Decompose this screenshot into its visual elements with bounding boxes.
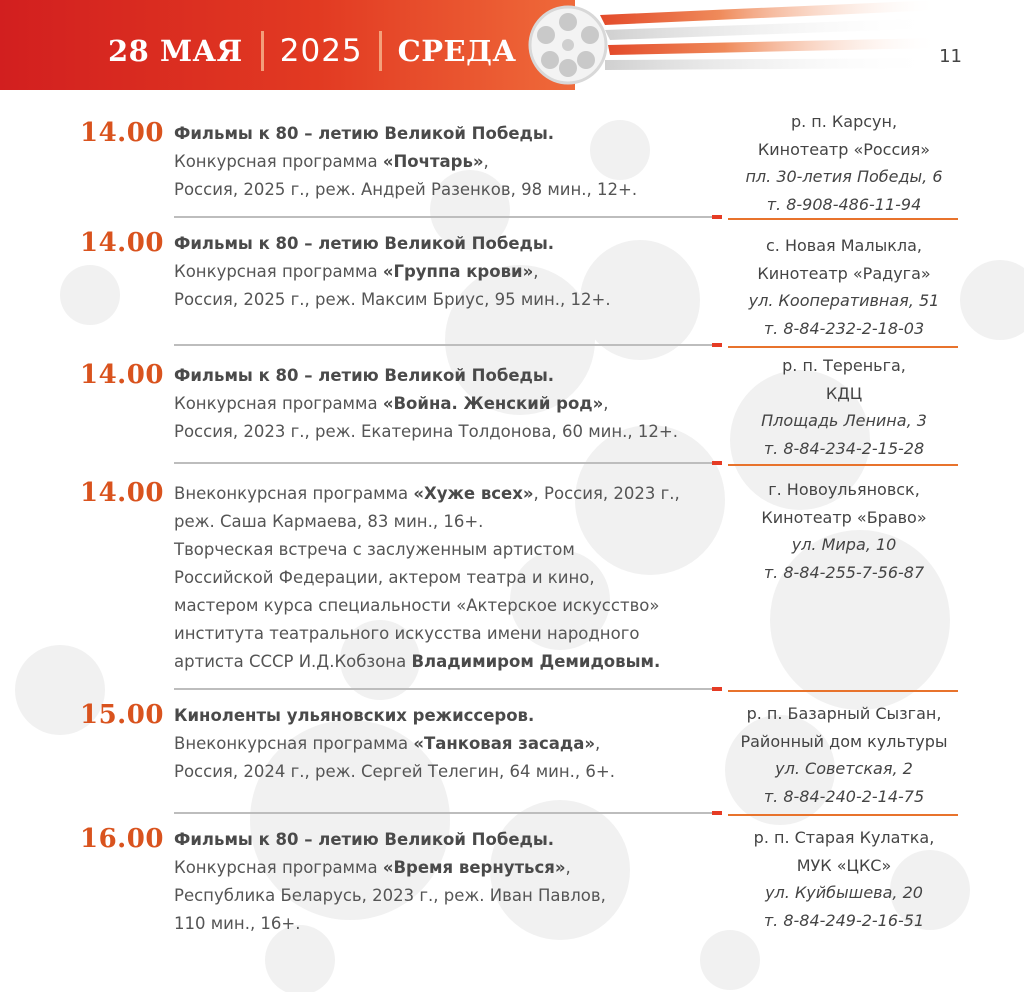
description-line bbox=[174, 148, 734, 176]
divider-line bbox=[174, 688, 714, 690]
entry-time: 16.00 bbox=[80, 824, 164, 854]
plain-text: Россия, 2023 г., реж. Екатерина Толдонова, 60 мин., 12+. bbox=[174, 422, 678, 441]
description-line bbox=[174, 826, 734, 854]
description-line bbox=[174, 418, 734, 446]
venue-place: р. п. Базарный Сызган, bbox=[746, 704, 942, 723]
venue-name: Районный дом культуры bbox=[740, 731, 948, 751]
plain-text: Внеконкурсная программа bbox=[174, 734, 414, 753]
plain-text: Российской Федерации, актером театра и кино, bbox=[174, 568, 595, 587]
description-line bbox=[174, 508, 734, 536]
entry-description bbox=[174, 120, 734, 204]
description-line bbox=[174, 286, 734, 314]
plain-text: , Россия, 2023 г., bbox=[533, 484, 680, 503]
plain-text: Конкурсная программа bbox=[174, 394, 383, 413]
venue-place: р. п. Карсун, bbox=[790, 112, 898, 131]
divider-line bbox=[174, 216, 714, 218]
divider-line bbox=[174, 812, 714, 814]
header-divider bbox=[261, 31, 264, 71]
description-line bbox=[174, 230, 734, 258]
venue-block bbox=[722, 476, 966, 586]
description-line bbox=[174, 882, 734, 910]
plain-text: 110 мин., 16+. bbox=[174, 914, 301, 933]
entry-time: 14.00 bbox=[80, 228, 164, 258]
plain-text: , bbox=[483, 152, 489, 171]
entry-description bbox=[174, 230, 734, 314]
venue-block bbox=[722, 824, 966, 934]
plain-text: , bbox=[594, 734, 601, 753]
venue-block bbox=[722, 232, 966, 342]
entry-time: 15.00 bbox=[80, 700, 164, 730]
entry-description bbox=[174, 702, 734, 786]
venue-phone: т. 8-84-234-2-15-28 bbox=[763, 438, 925, 458]
header-year: 2025 bbox=[279, 33, 363, 69]
divider-line-accent bbox=[728, 814, 958, 816]
emphasis-text: Фильмы к 80 – летию Великой Победы. bbox=[174, 124, 555, 143]
emphasis-text: «Почтарь» bbox=[382, 152, 484, 171]
description-line bbox=[174, 120, 734, 148]
emphasis-text: Киноленты ульяновских режиссеров. bbox=[174, 706, 535, 725]
header-date: 28 МАЯ bbox=[108, 34, 243, 68]
venue-phone: т. 8-84-240-2-14-75 bbox=[763, 786, 925, 806]
divider-line bbox=[174, 462, 714, 464]
entry-description bbox=[174, 362, 734, 446]
emphasis-text: «Хуже всех» bbox=[413, 484, 534, 503]
description-line bbox=[174, 536, 734, 564]
emphasis-text: Фильмы к 80 – летию Великой Победы. bbox=[174, 234, 555, 253]
header-weekday: СРЕДА bbox=[397, 34, 517, 68]
venue-phone: т. 8-908-486-11-94 bbox=[766, 194, 922, 214]
emphasis-text: Фильмы к 80 – летию Великой Победы. bbox=[174, 830, 555, 849]
divider-marker bbox=[712, 215, 722, 219]
film-reel-icon bbox=[520, 0, 940, 90]
description-line bbox=[174, 176, 734, 204]
plain-text: Конкурсная программа bbox=[174, 262, 383, 281]
venue-place: г. Новоульяновск, bbox=[768, 480, 920, 499]
page-number: 11 bbox=[939, 46, 962, 67]
plain-text: , bbox=[603, 394, 609, 413]
venue-address: ул. Кооперативная, 51 bbox=[748, 291, 940, 310]
description-line bbox=[174, 648, 734, 676]
description-line bbox=[174, 910, 734, 938]
venue-name: Кинотеатр «Браво» bbox=[761, 507, 927, 527]
divider-line-accent bbox=[728, 218, 958, 220]
plain-text: Конкурсная программа bbox=[174, 858, 383, 877]
plain-text: Конкурсная программа bbox=[174, 152, 383, 171]
venue-address: ул. Советская, 2 bbox=[775, 759, 913, 778]
divider-marker bbox=[712, 461, 722, 465]
emphasis-text: Владимиром Демидовым. bbox=[411, 652, 661, 671]
plain-text: Россия, 2025 г., реж. Андрей Разенков, 98 мин., 12+. bbox=[174, 180, 638, 199]
venue-name: МУК «ЦКС» bbox=[796, 855, 892, 875]
venue-name: КДЦ bbox=[825, 383, 863, 403]
emphasis-text: «Война. Женский род» bbox=[382, 394, 604, 413]
description-line bbox=[174, 620, 734, 648]
header-date-line bbox=[108, 26, 517, 76]
divider-line-accent bbox=[728, 346, 958, 348]
description-line bbox=[174, 758, 734, 786]
plain-text: Внеконкурсная программа bbox=[174, 484, 414, 503]
plain-text: , bbox=[533, 262, 539, 281]
plain-text: мастером курса специальности «Актерское искусство» bbox=[174, 596, 660, 615]
venue-phone: т. 8-84-255-7-56-87 bbox=[763, 562, 925, 582]
emphasis-text: «Группа крови» bbox=[382, 262, 534, 281]
venue-block bbox=[722, 108, 966, 218]
venue-place: р. п. Тереньга, bbox=[782, 356, 906, 375]
plain-text: артиста СССР И.Д.Кобзона bbox=[174, 652, 412, 671]
plain-text: Россия, 2025 г., реж. Максим Бриус, 95 мин., 12+. bbox=[174, 290, 611, 309]
plain-text: реж. Саша Кармаева, 83 мин., 16+. bbox=[174, 512, 484, 531]
emphasis-text: «Танковая засада» bbox=[413, 734, 595, 753]
plain-text: института театрального искусства имени народного bbox=[174, 624, 640, 643]
divider-line-accent bbox=[728, 690, 958, 692]
description-line bbox=[174, 854, 734, 882]
header-divider bbox=[379, 31, 382, 71]
description-line bbox=[174, 258, 734, 286]
divider-marker bbox=[712, 687, 722, 691]
description-line bbox=[174, 390, 734, 418]
venue-block bbox=[722, 700, 966, 810]
entry-time: 14.00 bbox=[80, 118, 164, 148]
entry-time: 14.00 bbox=[80, 478, 164, 508]
venue-place: с. Новая Малыкла, bbox=[766, 236, 922, 255]
emphasis-text: «Время вернуться» bbox=[382, 858, 566, 877]
venue-phone: т. 8-84-249-2-16-51 bbox=[763, 910, 925, 930]
plain-text: Россия, 2024 г., реж. Сергей Телегин, 64 мин., 6+. bbox=[174, 762, 615, 781]
plain-text: , bbox=[565, 858, 571, 877]
divider-marker bbox=[712, 343, 722, 347]
venue-name: Кинотеатр «Россия» bbox=[757, 139, 931, 159]
description-line bbox=[174, 730, 734, 758]
description-line bbox=[174, 362, 734, 390]
divider-marker bbox=[712, 811, 722, 815]
venue-address: ул. Куйбышева, 20 bbox=[765, 883, 923, 902]
description-line bbox=[174, 480, 734, 508]
venue-name: Кинотеатр «Радуга» bbox=[757, 263, 931, 283]
description-line bbox=[174, 702, 734, 730]
emphasis-text: Фильмы к 80 – летию Великой Победы. bbox=[174, 366, 555, 385]
venue-address: пл. 30-летия Победы, 6 bbox=[745, 167, 943, 186]
entry-time: 14.00 bbox=[80, 360, 164, 390]
divider-line bbox=[174, 344, 714, 346]
venue-place: р. п. Старая Кулатка, bbox=[753, 828, 935, 847]
page-header bbox=[0, 0, 1024, 90]
divider-line-accent bbox=[728, 464, 958, 466]
description-line bbox=[174, 592, 734, 620]
venue-address: ул. Мира, 10 bbox=[791, 535, 897, 554]
venue-phone: т. 8-84-232-2-18-03 bbox=[763, 318, 925, 338]
description-line bbox=[174, 564, 734, 592]
venue-address: Площадь Ленина, 3 bbox=[761, 411, 927, 430]
entry-description bbox=[174, 480, 734, 676]
venue-block bbox=[722, 352, 966, 462]
plain-text: Творческая встреча с заслуженным артистом bbox=[174, 540, 575, 559]
plain-text: Республика Беларусь, 2023 г., реж. Иван Павлов, bbox=[174, 886, 606, 905]
entry-description bbox=[174, 826, 734, 938]
